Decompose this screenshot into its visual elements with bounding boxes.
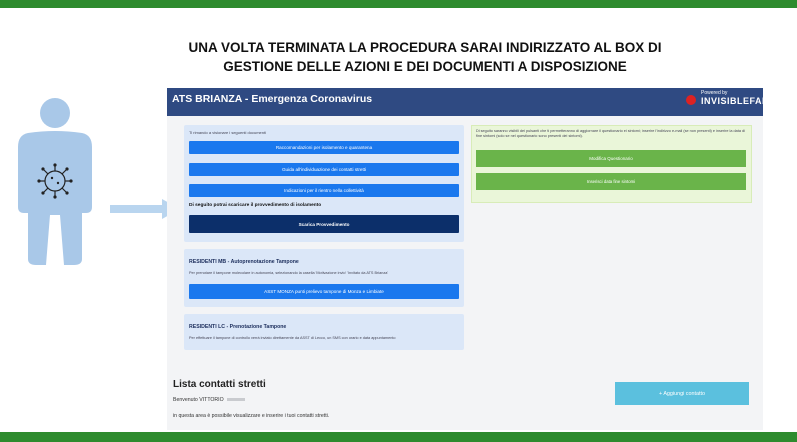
actions-panel <box>471 125 752 203</box>
documents-intro: Ti rimando a visionare i seguenti documenti <box>189 130 267 135</box>
heading-line-2: GESTIONE DELLE AZIONI E DEI DOCUMENTI A DISPOSIZIONE <box>223 59 627 74</box>
redacted-name <box>227 398 245 401</box>
slide-heading <box>130 38 720 76</box>
doc-button-rientro[interactable]: Indicazioni per il rientro nella collettività <box>189 184 459 197</box>
add-contact-button[interactable]: + Aggiungi contatto <box>615 382 749 405</box>
lc-panel <box>184 314 464 350</box>
person-virus-icon <box>14 95 96 265</box>
bottom-green-bar <box>0 432 797 442</box>
download-label: Di seguito potrai scaricare il provvedimento di isolamento <box>189 203 322 208</box>
app-title: ATS BRIANZA - Emergenza Coronavirus <box>172 93 373 105</box>
asst-monza-button[interactable]: ASST MONZA punti prelievo tampone di Monza e Limbiate <box>189 284 459 299</box>
download-button[interactable]: Scarica Provvedimento <box>189 215 459 233</box>
heading-line-1: UNA VOLTA TERMINATA LA PROCEDURA SARAI INDIRIZZATO AL BOX DI <box>188 40 662 55</box>
lc-text: Per effettuare il tampone di controllo verrà inviato direttamente da ASST di Lecco, un SMS con orario e data appuntamento <box>189 336 396 340</box>
actions-text: Di seguito saranno visibili dei pulsanti che ti permetteranno di aggiornare il questionario ei sintomi; inserire l'indirizzo e-mail (se non presenti) e inserire la data di fine sintomi (solo se nel questionario sono presenti dei sintomi). <box>476 129 745 138</box>
top-green-bar <box>0 0 797 8</box>
documents-panel <box>184 125 464 242</box>
welcome-label: Benvenuto VITTORIO <box>173 397 224 403</box>
app-header <box>167 88 778 116</box>
mb-title: RESIDENTI MB - Autoprenotazione Tampone <box>189 259 299 265</box>
mb-panel <box>184 249 464 307</box>
logo-brand: INVISIBLEFARM <box>701 96 778 106</box>
mb-text: Per prenotare il tampone molecolare in autonomia, selezionando la casella 'Motivazione invio' 'Invitato da ATS Brianza' <box>189 271 389 275</box>
area-description: in questa area è possibile visualizzare e inserire i tuoi contatti stretti. <box>173 413 330 419</box>
logo-powered: Powered by <box>701 90 728 96</box>
brand-logo-icon <box>686 95 696 105</box>
insert-end-date-button[interactable]: Inserisci data fine sintomi <box>476 173 746 190</box>
doc-button-isolamento[interactable]: Raccomandazioni per isolamento e quarantena <box>189 141 459 154</box>
welcome-text <box>173 397 245 403</box>
app-screenshot <box>167 88 778 430</box>
lc-title: RESIDENTI LC - Prenotazione Tampone <box>189 324 287 330</box>
modify-questionnaire-button[interactable]: Modifica Questionario <box>476 150 746 167</box>
contacts-title: Lista contatti stretti <box>173 379 266 390</box>
doc-button-contatti[interactable]: Guida all'individuazione dei contatti stretti <box>189 163 459 176</box>
